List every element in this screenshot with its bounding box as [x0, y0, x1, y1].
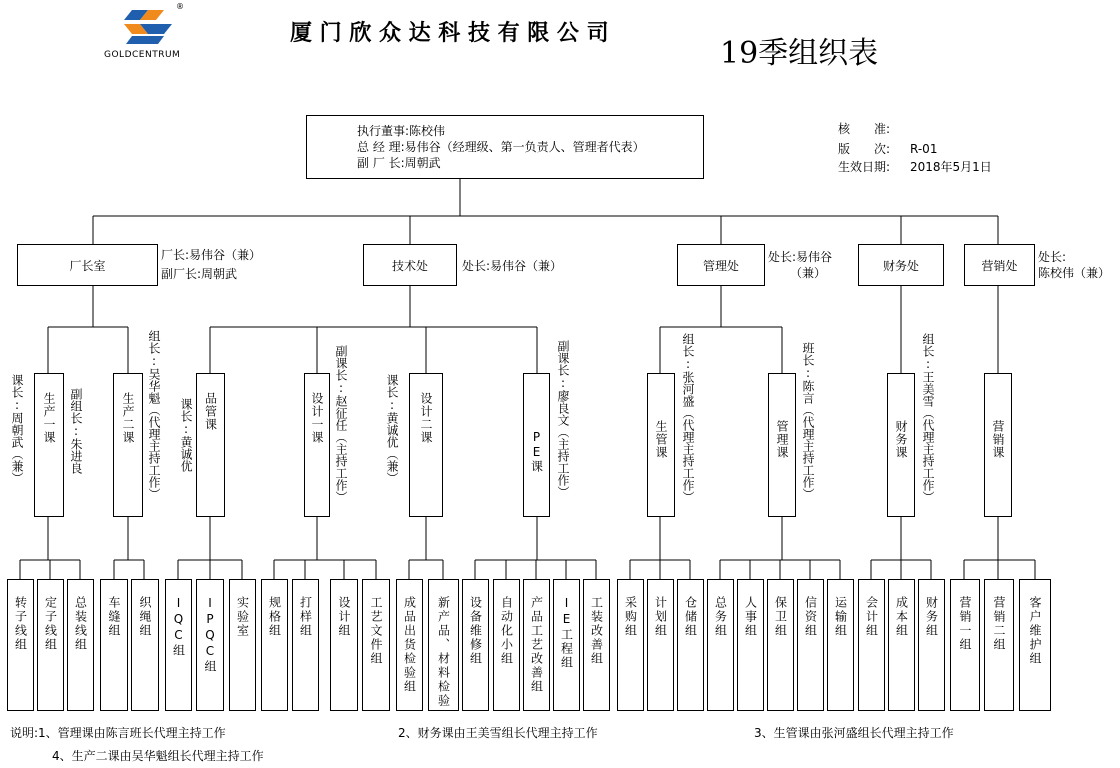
group-box: 营销一组	[950, 579, 980, 711]
dept-tech-head: 处长:易伟谷（兼）	[462, 259, 563, 273]
group-box: 打样组	[292, 579, 319, 711]
section-admin-leader: 班长:陈言（代理主持工作）	[801, 342, 815, 500]
group-box: 工装改善组	[583, 579, 610, 711]
effective-value: 2018年5月1日	[910, 160, 992, 174]
group-box: 设计组	[330, 579, 358, 711]
general-manager: 总 经 理:易伟谷（经理级、第一负责人、管理者代表）	[357, 140, 645, 154]
dept-sales: 营销处	[964, 244, 1035, 286]
section-prodmgmt: 生管课	[647, 373, 675, 517]
note-1: 说明:1、管理课由陈言班长代理主持工作	[10, 726, 226, 740]
group-box: 会计组	[858, 579, 885, 711]
section-prod1-deputy: 副组长:朱进良	[69, 388, 83, 474]
dept-mgmt: 管理处	[677, 244, 765, 286]
group-box: 产品工艺改善组	[523, 579, 550, 711]
version-label: 版 次:	[838, 142, 891, 156]
section-pe: PE课	[523, 373, 550, 517]
dept-factory-head: 厂长:易伟谷（兼）	[161, 248, 262, 262]
note-3: 3、生管课由张河盛组长代理主持工作	[754, 726, 954, 740]
section-qc-leader: 课长:黄诚优	[179, 398, 193, 472]
group-box: 设备维修组	[462, 579, 489, 711]
version-value: R-01	[910, 142, 938, 156]
group-box: 信资组	[797, 579, 824, 711]
section-design1: 设计一课	[304, 373, 330, 517]
section-prod1-leader: 课长:周朝武（兼）	[10, 374, 24, 484]
section-design2: 设计二课	[409, 373, 443, 517]
group-box: 运输组	[827, 579, 854, 711]
group-box: 财务组	[918, 579, 945, 711]
group-box: 保卫组	[767, 579, 794, 711]
note-4: 4、生产二课由吴华魁组长代理主持工作	[52, 749, 264, 763]
group-box: 自动化小组	[493, 579, 520, 711]
group-box: 转子线组	[7, 579, 34, 711]
group-box: 工艺文件组	[362, 579, 390, 711]
logo-mark-icon	[118, 4, 178, 48]
group-box: 成品出货检验组	[396, 579, 423, 711]
approve-label: 核 准:	[838, 122, 891, 136]
group-box: IPQC组	[196, 579, 224, 711]
section-mkt: 营销课	[984, 373, 1012, 517]
group-box: 规格组	[261, 579, 288, 711]
group-box: 定子线组	[37, 579, 64, 711]
section-admin: 管理课	[768, 373, 796, 517]
group-box: 新产品、材料检验	[428, 579, 459, 711]
dept-sales-head-name: 陈校伟（兼）	[1038, 266, 1111, 280]
group-box: 人事组	[737, 579, 764, 711]
dept-sales-head: 处长:	[1038, 250, 1067, 264]
dept-factory: 厂长室	[17, 244, 158, 286]
registered-mark: ®	[176, 2, 184, 11]
section-qc: 品管课	[196, 373, 225, 517]
dept-factory-deputy: 副厂长:周朝武	[161, 267, 238, 281]
group-box: 采购组	[617, 579, 644, 711]
group-box: 实验室	[229, 579, 256, 711]
group-box: 成本组	[888, 579, 915, 711]
group-box: 总装线组	[67, 579, 94, 711]
group-box: 总务组	[707, 579, 734, 711]
group-box: 织绳组	[131, 579, 159, 711]
group-box: 客户维护组	[1019, 579, 1051, 711]
section-fin: 财务课	[887, 373, 915, 517]
note-2: 2、财务课由王美雪组长代理主持工作	[398, 726, 598, 740]
section-design2-leader: 课长:黄诚优（兼）	[385, 374, 399, 484]
section-design1-leader: 副课长:赵征任（主持工作）	[334, 345, 348, 503]
exec-director: 执行董事:陈校伟	[357, 124, 446, 138]
section-prodmgmt-leader: 组长:张河盛（代理主持工作）	[681, 333, 695, 503]
dept-finance: 财务处	[858, 244, 944, 286]
executive-box	[306, 115, 704, 179]
section-fin-leader: 组长:王美雪（代理主持工作）	[921, 333, 935, 503]
section-prod2: 生产二课	[113, 373, 143, 517]
deputy-factory-manager: 副 厂 长:周朝武	[357, 156, 441, 170]
doc-title: 19季组织表	[720, 36, 879, 71]
dept-tech: 技术处	[363, 244, 457, 286]
logo-text: GOLDCENTRUM	[104, 50, 181, 60]
dept-mgmt-head: 处长:易伟谷	[768, 250, 833, 264]
section-prod2-leader: 组长:吴华魁（代理主持工作）	[147, 330, 161, 500]
section-prod1: 生产一课	[34, 373, 64, 517]
group-box: 计划组	[647, 579, 674, 711]
group-box: IQC组	[165, 579, 192, 711]
effective-label: 生效日期:	[838, 160, 891, 174]
company-logo	[118, 4, 178, 48]
dept-mgmt-head-note: （兼）	[790, 266, 827, 280]
group-box: IE工程组	[553, 579, 580, 711]
group-box: 仓储组	[677, 579, 704, 711]
company-name: 厦 门 欣 众 达 科 技 有 限 公 司	[290, 20, 609, 46]
section-pe-leader: 副课长:廖良文（主持工作）	[556, 340, 570, 498]
group-box: 车缝组	[100, 579, 128, 711]
group-box: 营销二组	[984, 579, 1014, 711]
